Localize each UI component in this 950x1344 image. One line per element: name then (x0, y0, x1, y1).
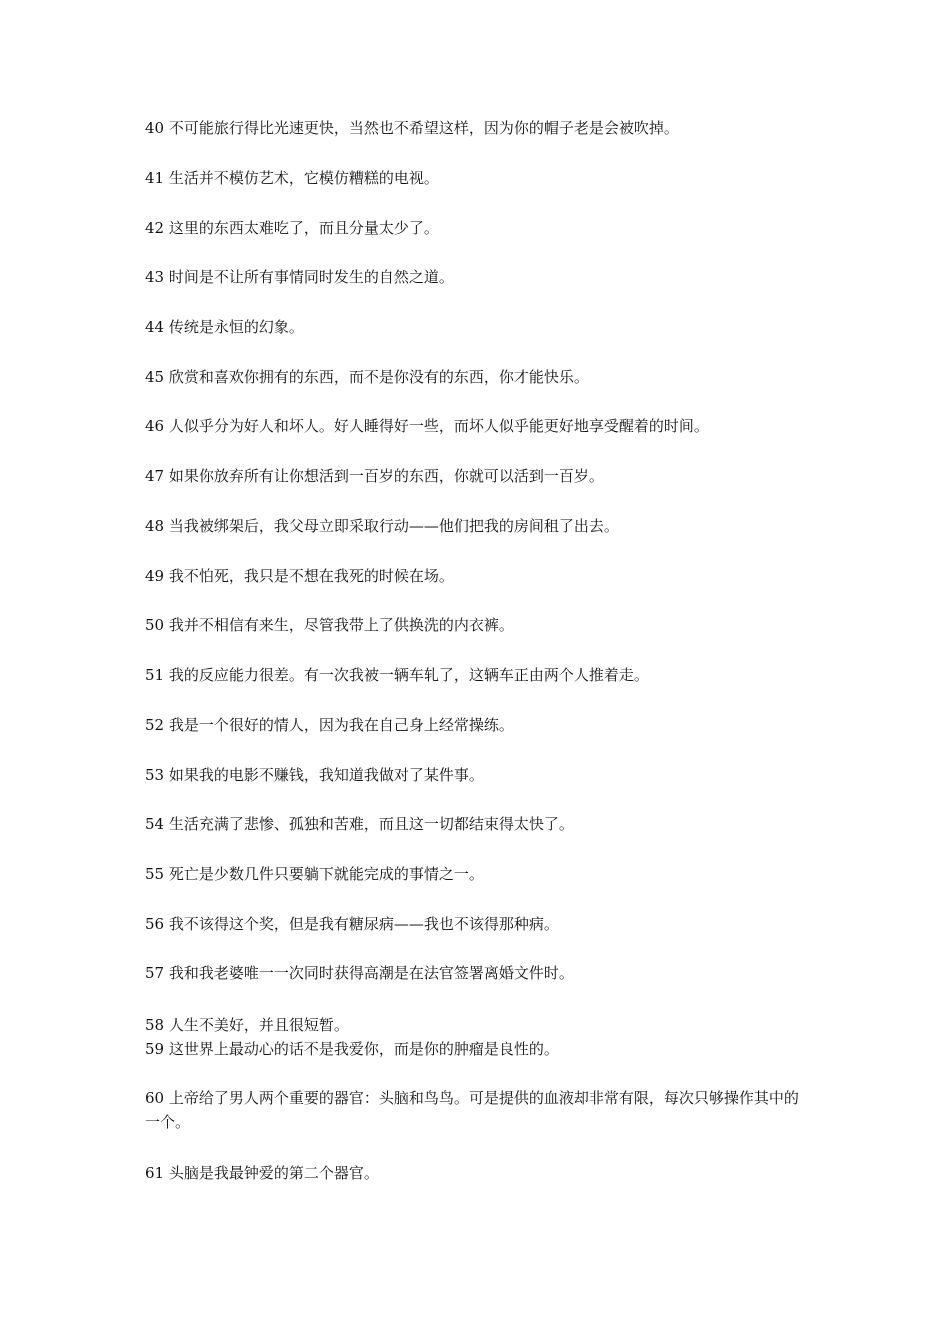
quote-52: 52 我是一个很好的情人，因为我在自己身上经常操练。 (145, 716, 514, 734)
quote-51: 51 我的反应能力很差。有一次我被一辆车轧了，这辆车正由两个人推着走。 (145, 666, 649, 684)
quote-55: 55 死亡是少数几件只要躺下就能完成的事情之一。 (145, 865, 484, 883)
quote-58: 58 人生不美好，并且很短暂。 (145, 1016, 349, 1034)
quote-53: 53 如果我的电影不赚钱，我知道我做对了某件事。 (145, 766, 484, 784)
quote-48: 48 当我被绑架后，我父母立即采取行动——他们把我的房间租了出去。 (145, 517, 619, 535)
quote-41: 41 生活并不模仿艺术，它模仿糟糕的电视。 (145, 169, 439, 187)
quote-54: 54 生活充满了悲惨、孤独和苦难，而且这一切都结束得太快了。 (145, 815, 574, 833)
quote-40: 40 不可能旅行得比光速更快，当然也不希望这样，因为你的帽子老是会被吹掉。 (145, 119, 679, 137)
quote-60: 60 上帝给了男人两个重要的器官：头脑和鸟鸟。可是提供的血液却非常有限，每次只够操作其中的一个。 (145, 1089, 799, 1131)
quote-43: 43 时间是不让所有事情同时发生的自然之道。 (145, 268, 454, 286)
quote-49: 49 我不怕死，我只是不想在我死的时候在场。 (145, 567, 454, 585)
quote-45: 45 欣赏和喜欢你拥有的东西，而不是你没有的东西，你才能快乐。 (145, 368, 589, 386)
quote-50: 50 我并不相信有来生，尽管我带上了供换洗的内衣裤。 (145, 616, 514, 634)
quote-56: 56 我不该得这个奖，但是我有糖尿病——我也不该得那种病。 (145, 915, 559, 933)
quote-42: 42 这里的东西太难吃了，而且分量太少了。 (145, 219, 439, 237)
quote-57: 57 我和我老婆唯一一次同时获得高潮是在法官签署离婚文件时。 (145, 964, 574, 982)
quote-61: 61 头脑是我最钟爱的第二个器官。 (145, 1164, 379, 1182)
quote-47: 47 如果你放弃所有让你想活到一百岁的东西，你就可以活到一百岁。 (145, 467, 604, 485)
quote-44: 44 传统是永恒的幻象。 (145, 318, 304, 336)
quote-59: 59 这世界上最动心的话不是我爱你，而是你的肿瘤是良性的。 (145, 1040, 559, 1058)
quote-46: 46 人似乎分为好人和坏人。好人睡得好一些，而坏人似乎能更好地享受醒着的时间。 (145, 417, 709, 435)
